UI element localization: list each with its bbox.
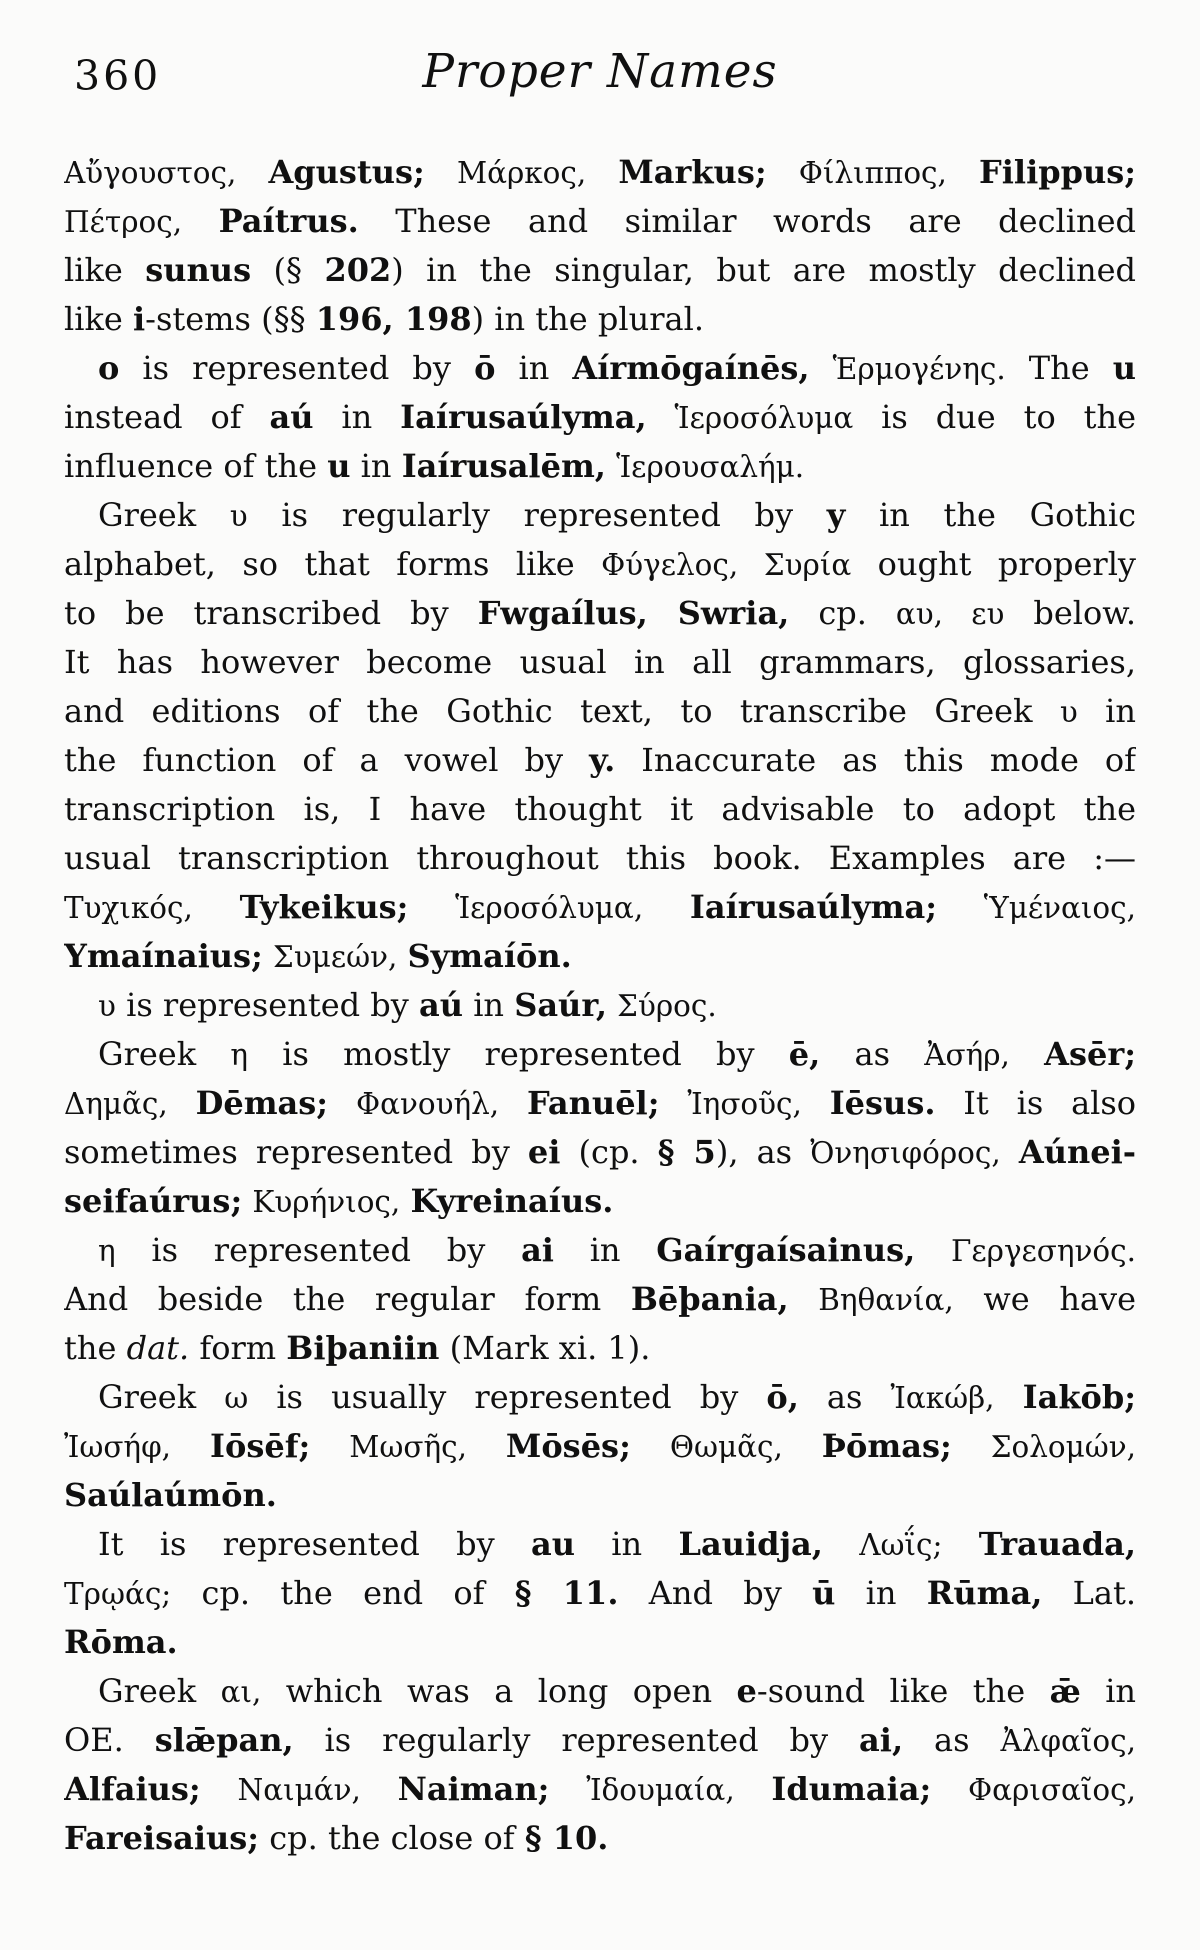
text-segment [263,937,273,975]
text-segment: Filippus; [979,153,1136,191]
text-segment: It is also [935,1084,1136,1122]
text-line [64,1814,1136,1863]
text-segment: Συμεών, [273,940,398,974]
text-segment: is regularly represented by [247,496,827,534]
text-segment: Ἱεροσόλυμα [674,401,854,435]
text-segment: Ἱεροσόλυμα, [455,891,644,925]
text-segment: Greek [98,496,230,534]
text-segment: Lat. [1042,1574,1136,1612]
text-segment: ō, [766,1378,799,1416]
text-line [64,1177,1136,1226]
text-segment [942,1525,978,1563]
text-line [64,1275,1136,1324]
text-segment: υ [98,989,116,1023]
text-segment: Ναιμάν, [237,1773,361,1807]
text-line [64,1128,1136,1177]
text-segment: Λωΐς; [859,1528,943,1562]
text-segment [397,937,407,975]
text-segment: Biþaniin [286,1329,440,1367]
text-segment: Symaíōn. [407,937,572,975]
text-segment: aú [269,398,314,436]
paragraph [64,1373,1136,1520]
text-segment: u [327,447,351,485]
text-segment: u [1112,349,1136,387]
text-segment: ai [521,1231,554,1269]
paragraph [64,981,1136,1030]
text-segment [631,1427,670,1465]
text-segment [1010,1035,1044,1073]
text-segment: These and similar words are declined [358,202,1136,240]
text-line [64,491,1136,540]
text-segment: Iēsus. [829,1084,936,1122]
text-segment [425,153,457,191]
text-line [64,1471,1136,1520]
text-segment: Πέτρος, [64,205,183,239]
text-segment: Markus; [618,153,767,191]
text-segment: Ἰακώβ, [890,1381,995,1415]
text-segment: Iaírusaúlyma, [400,398,647,436]
text-segment: slǣpan, [154,1721,294,1759]
text-segment [606,447,616,485]
text-segment: η [98,1234,116,1268]
text-segment: transcription is, I have thought it advisable to adopt the [64,790,1136,828]
text-segment [328,1084,356,1122]
text-line [64,638,1136,687]
text-line [64,1569,1136,1618]
text-segment: Τυχικός, [64,891,193,925]
text-segment: is represented by [115,986,420,1024]
text-line [64,1422,1136,1471]
text-line [64,295,1136,344]
paragraph [64,1030,1136,1226]
text-segment: y. [589,741,616,779]
text-segment: alphabet, so that forms like [64,545,602,583]
text-segment: The [1005,349,1113,387]
text-segment: Trauada, [978,1525,1136,1563]
text-segment: αι, [220,1675,262,1709]
text-segment: like [64,251,146,289]
text-segment: sunus [145,251,252,289]
paragraph [64,1520,1136,1667]
text-segment: Paítrus. [218,202,359,240]
paragraph [64,344,1136,491]
text-segment: Ὑμέναιος, [983,891,1136,925]
text-segment: It has however become usual in all grammars, glossaries, [64,643,1136,681]
text-segment: And by [618,1574,813,1612]
text-segment: cp. the close of [259,1819,525,1857]
text-segment: Φύγελος, Συρία [601,548,852,582]
text-segment: ought properly [851,545,1136,583]
text-segment: as [903,1721,1001,1759]
text-segment [735,1770,772,1808]
text-segment: which was a long open [261,1672,737,1710]
text-segment: Ἀσήρ, [924,1038,1010,1072]
text-line [64,1226,1136,1275]
text-segment [810,349,833,387]
text-segment [467,1427,506,1465]
text-segment: -stems (§§ [145,300,316,338]
text-segment: (cp. [560,1133,658,1171]
text-segment [549,1770,586,1808]
text-segment [361,1770,398,1808]
text-segment: Ymaínaius; [64,937,263,975]
text-line [64,442,1136,491]
text-segment: Naiman; [397,1770,550,1808]
text-segment: Asēr; [1044,1035,1136,1073]
text-segment: Greek [98,1672,221,1710]
text-segment: 202 [324,251,392,289]
text-segment: η [230,1038,248,1072]
text-segment: Δημᾶς, [64,1087,168,1121]
text-segment: Φανουήλ, [355,1087,500,1121]
text-segment [586,153,618,191]
page-number: 360 [74,52,162,100]
text-segment [789,1280,819,1318]
text-segment: Greek [98,1035,231,1073]
text-segment: ai, [859,1721,904,1759]
text-segment: au [531,1525,576,1563]
text-segment [783,1427,822,1465]
text-segment: -sound like the [756,1672,1050,1710]
text-segment: is mostly represented by [248,1035,789,1073]
text-segment: in [575,1525,679,1563]
text-segment: e [736,1672,757,1710]
text-line [64,148,1136,197]
text-segment: the function of a vowel by [64,741,590,779]
text-segment [193,888,240,926]
text-segment: in [1077,692,1136,730]
text-segment: 196, 198 [315,300,472,338]
text-segment: ) in the singular, but are mostly declined [391,251,1136,289]
text-segment: Alfaius; [64,1770,201,1808]
text-line [64,785,1136,834]
text-segment [499,1084,527,1122]
text-segment: Φαρισαῖος, [968,1773,1136,1807]
text-segment: It is represented by [98,1525,532,1563]
text-segment: in the Gothic [845,496,1136,534]
text-segment: Saúr, [514,986,607,1024]
text-line [64,932,1136,981]
text-line [64,1520,1136,1569]
text-segment: Bēþania, [630,1280,789,1318]
text-segment: Aírmōgaínēs, [572,349,810,387]
text-segment: Aúnei- [1018,1133,1136,1171]
text-segment: ), as [715,1133,811,1171]
text-line [64,834,1136,883]
text-segment: Tykeikus; [239,888,409,926]
paragraph [64,148,1136,344]
paragraph [64,1667,1136,1863]
text-segment [408,888,455,926]
text-line [64,589,1136,638]
text-segment: usual transcription throughout this book. Examples are :— [64,839,1136,877]
text-segment: ei [527,1133,561,1171]
text-segment: ē, [788,1035,821,1073]
text-segment [242,1182,252,1220]
text-line [64,1618,1136,1667]
text-segment [660,1084,688,1122]
text-segment: aú [419,986,464,1024]
page-title: Proper Names [422,44,778,99]
text-segment: Fareisaius; [64,1819,260,1857]
text-line [64,736,1136,785]
text-segment: Σολομών, [990,1430,1136,1464]
text-segment: Mōsēs; [505,1427,631,1465]
paragraph [64,491,1136,981]
text-segment: o [98,349,120,387]
text-line [64,1716,1136,1765]
text-segment: Ἰδουμαία, [586,1773,735,1807]
text-segment [947,153,979,191]
text-segment: Βηθανία, [818,1283,954,1317]
text-segment: (§ [251,251,325,289]
text-segment: is represented by [119,349,475,387]
text-segment: like [64,300,133,338]
text-segment: influence of the [64,447,328,485]
text-segment [802,1084,830,1122]
text-segment [952,1427,991,1465]
text-segment: y [826,496,846,534]
text-segment: § 10. [524,1819,609,1857]
text-segment: in [495,349,573,387]
text-segment [171,1427,210,1465]
text-segment [168,1084,196,1122]
text-segment: Τρῳάς; [64,1577,172,1611]
text-segment: in [1080,1672,1136,1710]
text-segment: (Mark xi. 1). [439,1329,651,1367]
text-segment: and editions of the Gothic text, to transcribe Greek [64,692,1060,730]
text-segment [643,888,690,926]
text-segment: Dēmas; [195,1084,329,1122]
text-line [64,1030,1136,1079]
text-segment: Rūma, [926,1574,1043,1612]
text-segment: in [463,986,515,1024]
text-segment: Þōmas; [821,1427,952,1465]
text-segment [182,202,219,240]
text-line [64,1373,1136,1422]
text-segment: i [132,300,146,338]
text-segment: υ [229,499,248,533]
text-line [64,1765,1136,1814]
text-line [64,1667,1136,1716]
text-segment: cp. the end of [171,1574,515,1612]
text-segment: Αὔγουστος, [64,156,237,190]
text-segment: Inaccurate as this mode of [615,741,1136,779]
text-segment: Fwgaílus, Swria, [477,594,790,632]
text-segment: Iakōb; [1022,1378,1136,1416]
text-segment: cp. [789,594,896,632]
text-line [64,344,1136,393]
text-line [64,981,1136,1030]
text-line [64,393,1136,442]
text-segment [995,1378,1023,1416]
text-segment: Iaírusalēm, [401,447,606,485]
text-segment [647,398,675,436]
page-body [64,148,1136,1863]
text-line [64,246,1136,295]
text-segment: Agustus; [268,153,425,191]
text-segment: seifaúrus; [64,1182,243,1220]
text-segment [937,888,984,926]
text-segment: as [820,1035,925,1073]
text-segment [823,1525,859,1563]
text-segment: ω [224,1381,249,1415]
text-segment: Ἰωσήφ, [64,1430,172,1464]
text-segment: Μωσῆς, [349,1430,467,1464]
text-segment: Ἀλφαῖος, [1000,1724,1136,1758]
text-segment [310,1427,349,1465]
text-segment [931,1770,968,1808]
text-segment: instead of [64,398,270,436]
text-segment: Κυρήνιος, [252,1185,401,1219]
text-line [64,687,1136,736]
text-segment: the [64,1329,127,1367]
text-segment: Kyreinaíus. [410,1182,614,1220]
text-segment: § 5 [657,1133,716,1171]
page-header [64,44,1136,110]
text-segment: Fanuēl; [526,1084,660,1122]
text-segment: Ὀνησιφόρος, [810,1136,1001,1170]
text-segment: in [553,1231,657,1269]
text-line [64,1324,1136,1373]
text-segment: Σύρος. [617,989,717,1023]
text-segment: Rōma. [64,1623,178,1661]
text-segment: ǣ [1049,1672,1081,1710]
text-segment: in [835,1574,927,1612]
text-segment: dat. [126,1329,190,1367]
text-segment: form [189,1329,287,1367]
text-segment [400,1182,410,1220]
text-segment: as [798,1378,891,1416]
text-segment: in [350,447,402,485]
text-line [64,883,1136,932]
text-segment: below. [1004,594,1136,632]
text-segment: υ [1059,695,1078,729]
text-segment: Lauidja, [678,1525,823,1563]
text-line [64,197,1136,246]
text-segment [1001,1133,1019,1171]
text-segment: OE. [64,1721,155,1759]
text-segment: ū [812,1574,836,1612]
text-segment: in [313,398,401,436]
text-segment [236,153,268,191]
text-segment [915,1231,951,1269]
text-segment: αυ, ευ [895,597,1005,631]
text-segment: we have [953,1280,1136,1318]
text-segment: Saúlaúmōn. [64,1476,277,1514]
text-segment [767,153,799,191]
text-segment: Γεργεσηνός. [950,1234,1136,1268]
text-segment: is represented by [115,1231,522,1269]
text-segment: Ἱερουσαλήμ. [616,450,805,484]
text-line [64,1079,1136,1128]
text-segment: Ἑρμογένης. [832,352,1006,386]
text-segment: Iaírusaúlyma; [689,888,938,926]
text-segment: sometimes represented by [64,1133,528,1171]
text-segment: ō [474,349,496,387]
text-segment: to be transcribed by [64,594,478,632]
text-segment: § 11. [514,1574,619,1612]
text-segment: is usually represented by [248,1378,767,1416]
text-segment: Idumaia; [771,1770,932,1808]
text-segment: Greek [98,1378,225,1416]
text-segment: Ἰησοῦς, [687,1087,802,1121]
text-segment: is regularly represented by [293,1721,860,1759]
text-segment: is due to the [853,398,1136,436]
text-segment [201,1770,238,1808]
paragraph [64,1226,1136,1373]
text-segment: Gaírgaísainus, [656,1231,916,1269]
text-segment: Iōsēf; [210,1427,311,1465]
text-segment [607,986,617,1024]
text-segment: ) in the plural. [471,300,704,338]
text-segment: Θωμᾶς, [669,1430,783,1464]
text-line [64,540,1136,589]
text-segment: Φίλιππος, [798,156,947,190]
text-segment: Μάρκος, [456,156,587,190]
text-segment: And beside the regular form [64,1280,631,1318]
